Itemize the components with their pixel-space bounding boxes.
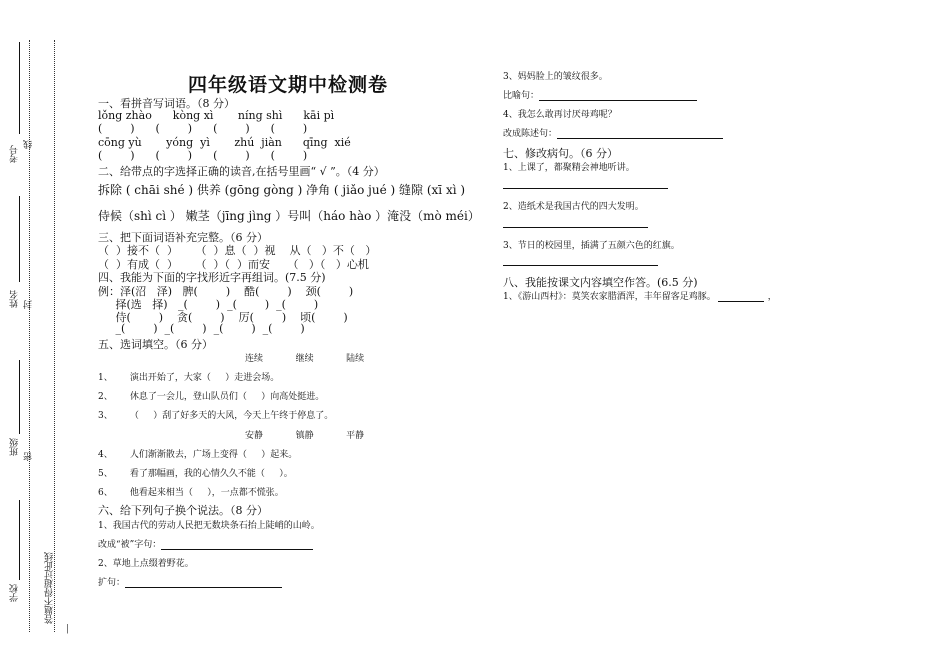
s6-a1-label: 改成“被”字句：	[98, 540, 162, 550]
s6-a4-label: 改成陈述句：	[503, 129, 558, 139]
kaohao-underline	[19, 42, 20, 134]
s5-q5: 5、 看了那幅画，我的心情久久不能（ ）。	[98, 469, 293, 479]
s8-q1-row	[503, 289, 777, 302]
s6-a4-blank[interactable]	[557, 128, 723, 139]
s4-line-3: 侍( ) 贪( ) 厉( ) 顷( )	[98, 311, 348, 324]
s5-q4: 4、 人们渐渐散去，广场上变得（ ）起来。	[98, 450, 298, 460]
s5-q3: 3、 （ ）刮了好多天的大风，今天上午终于停息了。	[98, 411, 334, 421]
s2-heading: 二、给带点的字选择正确的读音,在括号里画“ √ ”。（4 分）	[98, 165, 385, 178]
warning-text: 答题不得超过此线	[45, 552, 55, 624]
feng-mark: 封	[24, 300, 34, 309]
s7-q1: 1、上课了，都聚精会神地听讲。	[503, 163, 635, 173]
s1-pinyin-row-2: cōng yù yóng yì zhú jiàn qīng xié	[98, 136, 351, 149]
s7-a1-blank[interactable]	[503, 188, 668, 189]
page-title: 四年级语文期中检测卷	[188, 74, 389, 96]
s6-a2-label: 扩句：	[98, 578, 126, 588]
s3-line-1: （ ）接不（ ） （ ）息（ ）视 从（ ）不（ ）	[98, 244, 377, 257]
binding-line-inner	[54, 40, 55, 632]
s7-a3-blank[interactable]	[503, 265, 658, 266]
kaohao-label: 考号	[10, 145, 20, 163]
s4-line-2: 择(选 择) _( ) _( ) _( )	[98, 298, 319, 311]
s2-line-1: 拆除 ( chāi shé ) 供养 (gōng gòng ) 净角 ( jiǎo jué ) 缝隙 (xī xì )	[98, 183, 466, 197]
s7-a2-blank[interactable]	[503, 227, 648, 228]
s6-q2: 2、草地上点缀着野花。	[98, 559, 194, 569]
s6-a3-label: 比喻句：	[503, 91, 540, 101]
s3-heading: 三、把下面词语补充完整。（6 分）	[98, 231, 268, 244]
mi-mark: 密	[24, 452, 34, 461]
xingming-label: 姓名	[10, 290, 20, 308]
s6-a4-row	[503, 126, 723, 139]
s6-a1-blank[interactable]	[161, 539, 313, 550]
s7-heading: 七、修改病句。（6 分）	[503, 147, 618, 160]
banji-underline	[19, 360, 20, 434]
banji-label: 班级	[10, 438, 20, 456]
s6-q1: 1、我国古代的劳动人民把无数块条石抬上陡峭的山岭。	[98, 521, 320, 531]
s5-q1: 1、 演出开始了，大家（ ）走进会场。	[98, 373, 280, 383]
s8-q1-comma: ，	[767, 292, 777, 302]
s6-a1-row	[98, 537, 313, 550]
s7-q3: 3、节日的校园里，插满了五颜六色的红旗。	[503, 241, 680, 251]
s5-options-1: 连续 继续 陆续	[245, 354, 365, 364]
s4-line-4: _( ) _( ) _( ) _( )	[98, 322, 305, 335]
s5-q6: 6、 他看起来相当（ ），一点都不慌张。	[98, 488, 284, 498]
s8-q1-text: 1、《游山西村》：莫笑农家腊酒浑，丰年留客足鸡豚。	[503, 292, 716, 302]
s2-line-2: 侍候（shì cì ） 嫩茎（jīng jìng ）号叫（háo hào ）淹没（mò méi）	[98, 209, 480, 223]
binding-line-outer	[29, 40, 30, 632]
s1-pinyin-row-1: lǒng zhào kòng xì níng shì kāi pì	[98, 109, 335, 122]
footer-mark: |	[66, 624, 70, 634]
s8-heading: 八、我能按课文内容填空作答。(6.5 分)	[503, 276, 698, 289]
s4-heading: 四、我能为下面的字找形近字再组词。(7.5 分)	[98, 271, 326, 284]
xuexiao-label: 学校	[10, 584, 20, 602]
s6-q4: 4、我怎么敢再讨厌母鸡呢？	[503, 110, 617, 120]
xuexiao-underline	[19, 500, 20, 580]
s5-options-2: 安静 镇静 平静	[245, 431, 365, 441]
s8-q1-blank[interactable]	[718, 291, 764, 302]
s5-heading: 五、选词填空。（6 分）	[98, 338, 213, 351]
s4-line-1: 例：泽(沼 泽) 脾( ) 酷( ) 颈( )	[98, 285, 354, 298]
s1-heading: 一、看拼音写词语。（8 分）	[98, 97, 235, 110]
s7-q2: 2、造纸术是我国古代的四大发明。	[503, 202, 644, 212]
s6-a3-row	[503, 88, 697, 101]
s6-a3-blank[interactable]	[539, 90, 697, 101]
xingming-underline	[19, 196, 20, 282]
s1-bracket-row-1: ( ) ( ) ( ) ( )	[98, 122, 308, 135]
s6-a2-row	[98, 575, 282, 588]
xian-mark: 线	[24, 140, 34, 149]
s6-q3: 3、妈妈脸上的皱纹很多。	[503, 72, 608, 82]
s1-bracket-row-2: ( ) ( ) ( ) ( )	[98, 149, 308, 162]
s3-line-2: （ ）有成（ ） （ ）（ ）而安 （ ）（ ）心机	[98, 258, 369, 271]
s6-heading: 六、给下列句子换个说法。（8 分）	[98, 504, 268, 517]
s5-q2: 2、 休息了一会儿，登山队员们（ ）向高处挺进。	[98, 392, 325, 402]
s6-a2-blank[interactable]	[125, 577, 282, 588]
